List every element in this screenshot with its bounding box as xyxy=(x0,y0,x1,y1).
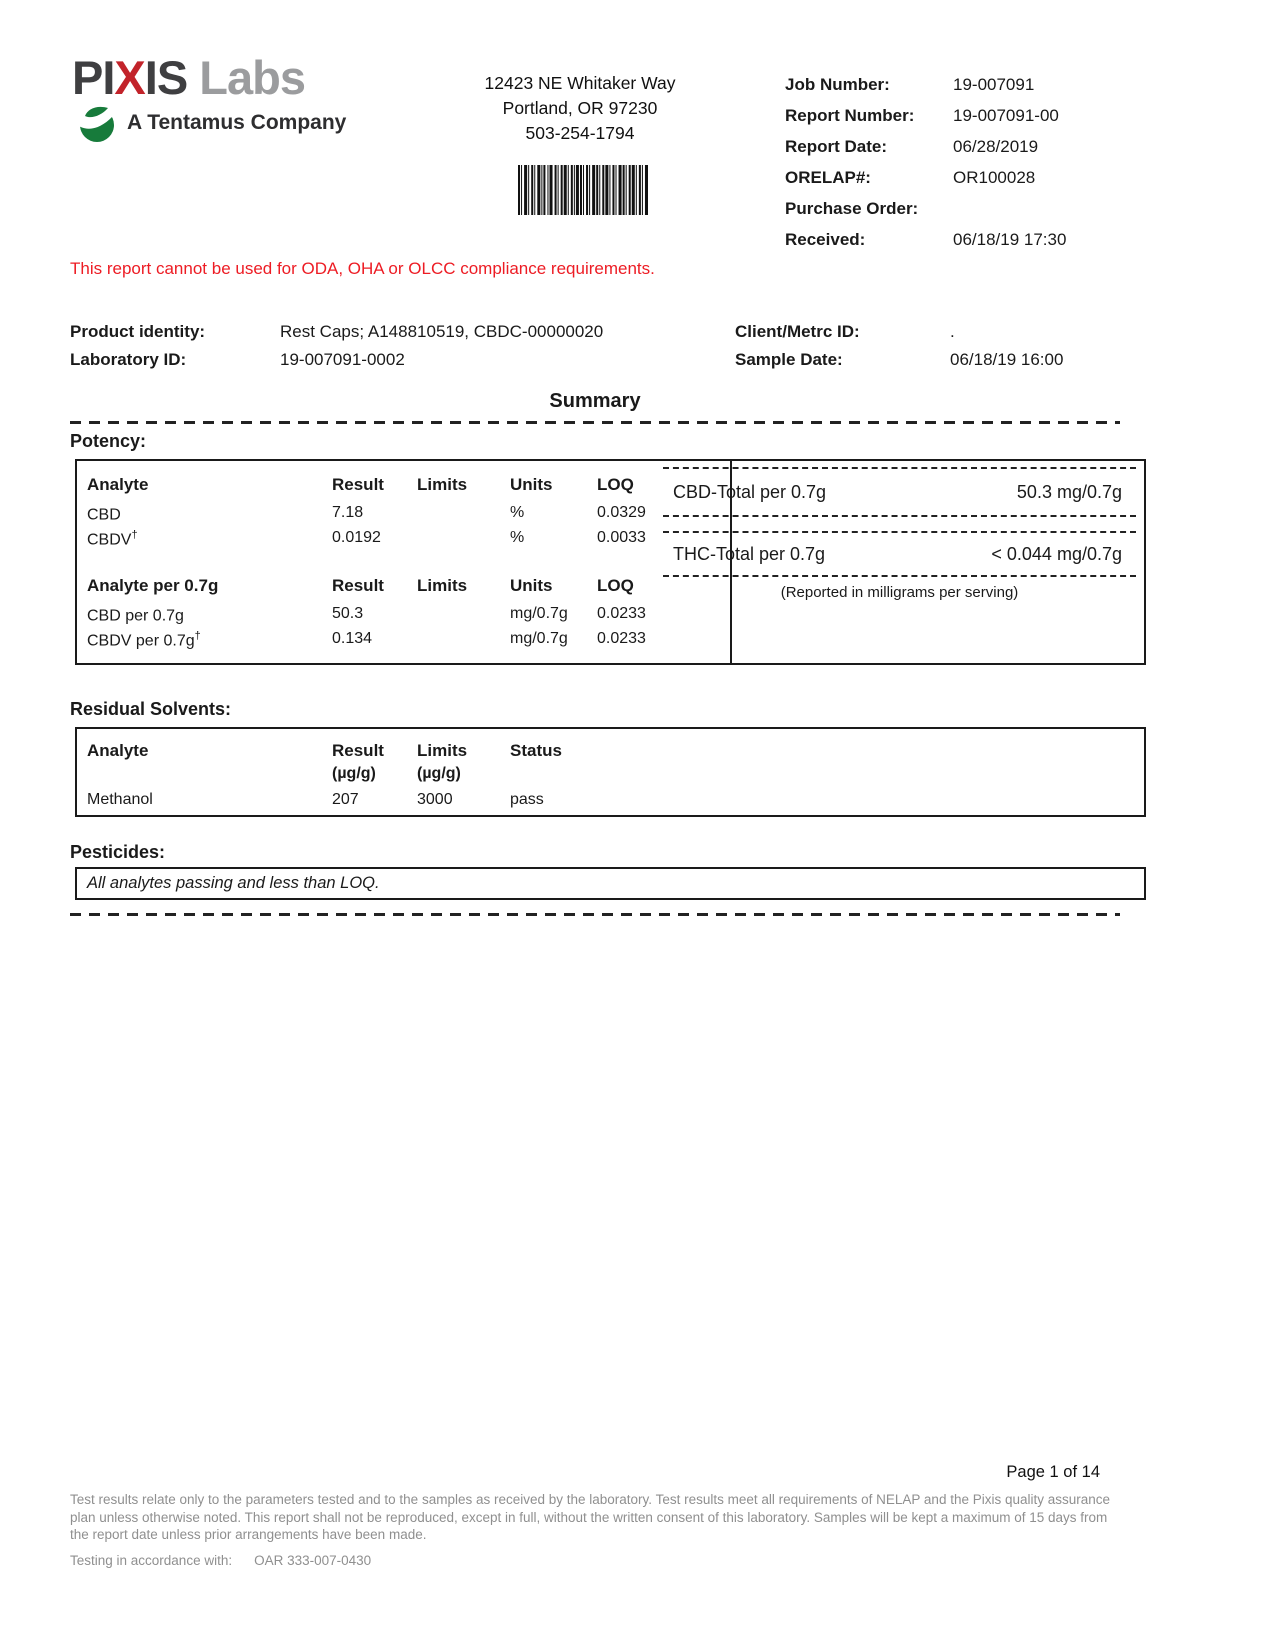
result-value: 0.134 xyxy=(332,630,373,647)
pesticides-heading: Pesticides: xyxy=(70,842,166,862)
summary-title: Summary xyxy=(549,390,641,412)
units-value: % xyxy=(510,529,525,546)
accordance-label: Testing in accordance with: xyxy=(70,1553,233,1568)
limits-value xyxy=(417,529,510,549)
product-identity-value: Rest Caps; A148810519, CBDC-00000020 xyxy=(280,322,604,341)
col-result: Result xyxy=(332,475,384,494)
laboratory-id-value: 19-007091-0002 xyxy=(280,350,405,369)
residual-solvents-header-row xyxy=(77,738,1144,785)
units-value: % xyxy=(510,504,525,521)
logo-tagline: A Tentamus Company xyxy=(127,111,347,134)
dashed-separator-top xyxy=(70,421,1120,424)
accordance-value: OAR 333-007-0430 xyxy=(254,1553,372,1568)
client-metrc-label: Client/Metrc ID: xyxy=(735,322,860,341)
job-number-value: 19-007091 xyxy=(953,75,1035,94)
status-value: pass xyxy=(510,791,544,808)
client-metrc-value: . xyxy=(950,322,955,341)
address-line: 12423 NE Whitaker Way xyxy=(484,73,676,93)
col-result: Result (µg/g) xyxy=(332,741,384,782)
thc-total-box xyxy=(663,531,1136,577)
report-number-value: 19-007091-00 xyxy=(953,106,1059,125)
result-value: 50.3 xyxy=(332,605,364,622)
col-limits: Limits xyxy=(417,475,468,494)
loq-value: 0.0033 xyxy=(597,529,646,546)
thc-total-label: THC-Total per 0.7g xyxy=(673,543,826,564)
barcode xyxy=(518,165,648,215)
footer-accordance xyxy=(70,1553,371,1568)
analyte-name: CBDV per 0.7g† xyxy=(87,630,201,650)
potency-row-cbdv-per xyxy=(77,630,732,650)
brand-part-pi: PI xyxy=(72,51,115,104)
report-info-row xyxy=(785,136,1205,158)
col-result: Result xyxy=(332,576,384,595)
units-value: mg/0.7g xyxy=(510,605,568,622)
received-label: Received: xyxy=(785,230,866,249)
cbd-total-label: CBD-Total per 0.7g xyxy=(673,481,827,502)
report-info-row xyxy=(785,74,1205,96)
thc-total-value: < 0.044 mg/0.7g xyxy=(991,543,1122,564)
col-limits: Limits xyxy=(417,576,468,595)
address-line: Portland, OR 97230 xyxy=(502,98,658,118)
pesticides-note: All analytes passing and less than LOQ. xyxy=(87,874,380,892)
orelap-label: ORELAP#: xyxy=(785,168,871,187)
limits-value xyxy=(417,504,510,524)
purchase-order-label: Purchase Order: xyxy=(785,199,919,218)
address-phone: 503-254-1794 xyxy=(525,123,635,143)
limits-value xyxy=(417,630,510,650)
report-date-label: Report Date: xyxy=(785,137,888,156)
residual-solvents-heading: Residual Solvents: xyxy=(70,699,232,719)
col-analyte-per: Analyte per 0.7g xyxy=(87,576,219,595)
col-limits: Limits (µg/g) xyxy=(417,741,468,782)
analyte-name: CBD per 0.7g xyxy=(87,607,184,625)
cbd-total-box xyxy=(663,467,1136,517)
report-info-row xyxy=(785,229,1205,251)
col-loq: LOQ xyxy=(597,475,634,494)
sample-date-value: 06/18/19 16:00 xyxy=(950,350,1064,369)
report-info-row xyxy=(785,105,1205,127)
report-info-row xyxy=(785,198,1205,220)
received-value: 06/18/19 17:30 xyxy=(953,230,1067,249)
orelap-value: OR100028 xyxy=(953,168,1036,187)
col-analyte: Analyte xyxy=(87,741,149,760)
col-analyte: Analyte xyxy=(87,475,149,494)
dagger: † xyxy=(131,529,138,541)
lab-address xyxy=(440,71,720,146)
dashed-separator-bottom xyxy=(70,913,1120,916)
brand-part-is: IS xyxy=(144,51,188,104)
totals-note: (Reported in milligrams per serving) xyxy=(780,584,1019,601)
job-number-label: Job Number: xyxy=(785,75,890,94)
laboratory-id-label: Laboratory ID: xyxy=(70,350,187,369)
loq-value: 0.0233 xyxy=(597,630,646,647)
loq-value: 0.0329 xyxy=(597,504,646,521)
report-info-row xyxy=(785,167,1205,189)
col-loq: LOQ xyxy=(597,576,634,595)
potency-per-serving-header-row xyxy=(77,576,732,596)
analyte-name: CBDV† xyxy=(87,529,138,549)
pixis-labs-logo xyxy=(72,51,347,143)
page-number: Page 1 of 14 xyxy=(1006,1463,1100,1481)
brand-wordmark xyxy=(72,51,346,104)
result-value: 0.0192 xyxy=(332,529,381,546)
brand-part-labs: Labs xyxy=(187,51,305,104)
result-value: 207 xyxy=(332,791,359,808)
limits-value: 3000 xyxy=(417,791,453,808)
pesticides-box xyxy=(75,867,1146,900)
analyte-name: CBD xyxy=(87,506,121,524)
dagger: † xyxy=(194,630,201,642)
col-units: Units xyxy=(510,576,553,595)
tentamus-leaf-icon xyxy=(78,103,118,143)
residual-solvents-row-methanol xyxy=(77,791,1144,809)
col-units: Units xyxy=(510,475,553,494)
residual-solvents-box xyxy=(75,727,1146,817)
limits-value xyxy=(417,605,510,625)
report-number-label: Report Number: xyxy=(785,106,915,125)
report-date-value: 06/28/2019 xyxy=(953,137,1039,156)
cbd-total-value: 50.3 mg/0.7g xyxy=(1016,481,1122,502)
report-info-block xyxy=(785,74,1205,260)
analyte-name: Methanol xyxy=(87,791,153,808)
loq-value: 0.0233 xyxy=(597,605,646,622)
potency-heading: Potency: xyxy=(70,431,147,451)
potency-row-cbd-per xyxy=(77,605,732,625)
product-identity-label: Product identity: xyxy=(70,322,206,341)
potency-row-cbd xyxy=(77,504,732,524)
potency-percent-header-row xyxy=(77,475,732,495)
sample-date-label: Sample Date: xyxy=(735,350,843,369)
compliance-notice: This report cannot be used for ODA, OHA or OLCC compliance requirements. xyxy=(70,259,655,278)
result-value: 7.18 xyxy=(332,504,364,521)
footer-disclaimer: Test results relate only to the parameters tested and to the samples as received by the laboratory. Test results meet all requirements of NELAP and the Pixis quality assurance plan unless otherwise noted. This report shall not be reproduced, except in full, without the written consent of this laboratory. Samples will be kept a maximum of 15 days from the report date unless prior arrangements have been made. xyxy=(70,1492,1111,1542)
brand-part-x: X xyxy=(114,51,145,104)
units-value: mg/0.7g xyxy=(510,630,568,647)
potency-row-cbdv xyxy=(77,529,732,549)
purchase-order-value xyxy=(953,198,1205,220)
col-status: Status xyxy=(510,741,562,760)
